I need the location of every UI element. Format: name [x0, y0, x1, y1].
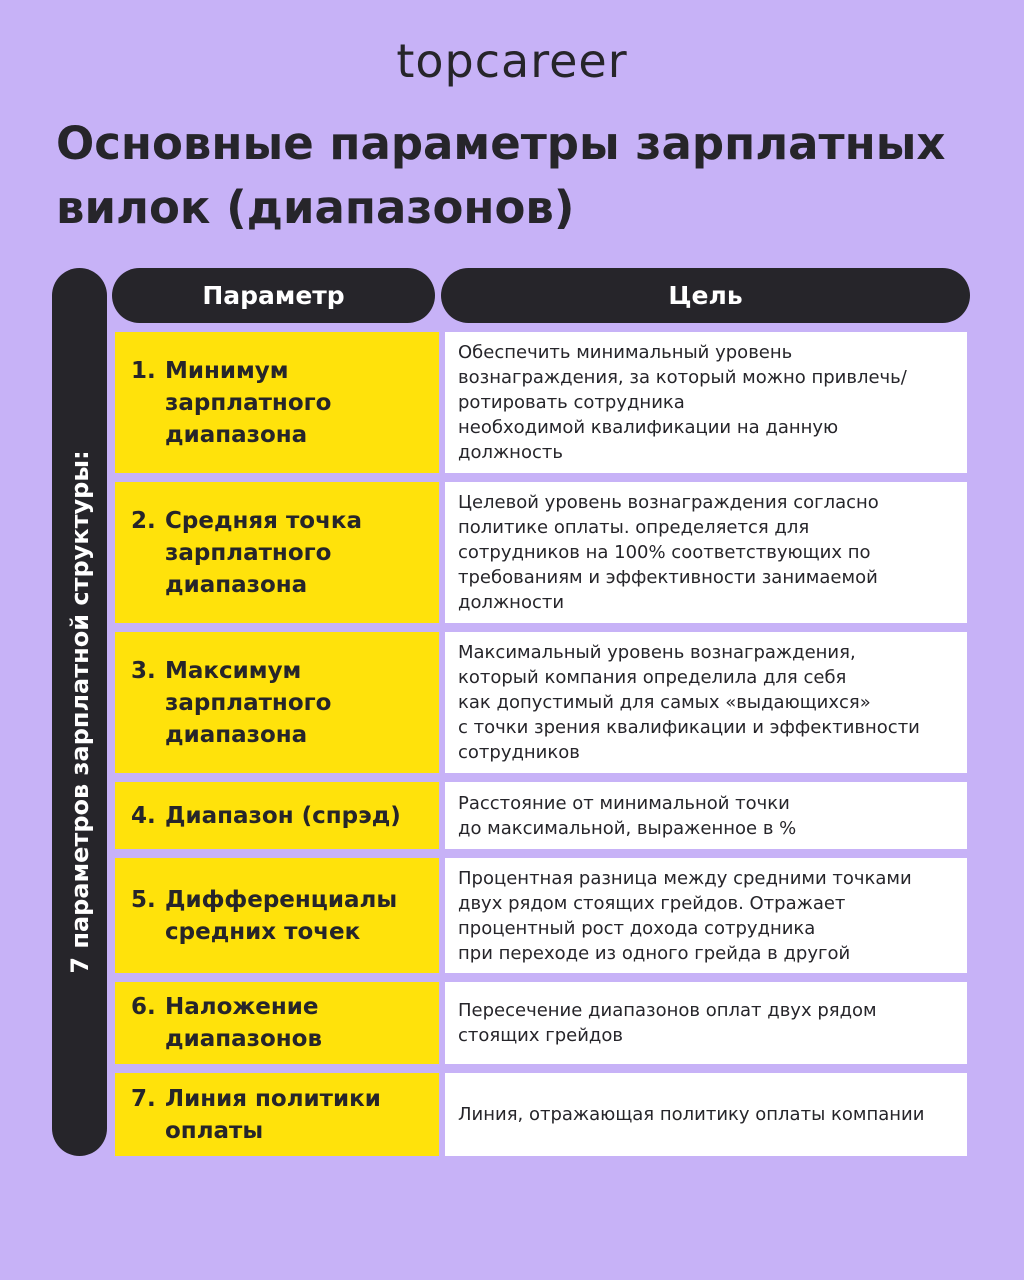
side-bar: [52, 268, 107, 1156]
param-cell: [115, 1073, 439, 1156]
goal-cell: Максимальный уровень вознаграждения, который компания определила для себя как допустимый для самых «выдающихся» с точки зрения квалификации и эффективности сотрудников: [445, 632, 967, 773]
param-cell: [115, 858, 439, 973]
brand-logo: topcareer: [396, 34, 628, 88]
goal-cell: Расстояние от минимальной точки до максимальной, выраженное в %: [445, 782, 967, 849]
param-name: Минимум зарплатного диапазона: [165, 357, 332, 448]
param-cell: [115, 482, 439, 623]
page-title: Основные параметры зарплатных вилок (диапазонов): [56, 117, 946, 234]
param-cell: [115, 782, 439, 849]
row-number: 6.: [131, 994, 156, 1020]
side-label: 7 параметров зарплатной структуры:: [65, 450, 94, 974]
goal-cell: Целевой уровень вознаграждения согласно политике оплаты. определяется для сотрудников на 100% соответствующих по требованиям и эффективности занимаемой должности: [445, 482, 967, 623]
table-row-5: [115, 858, 967, 973]
param-cell: [115, 982, 439, 1064]
row-number: 2.: [131, 507, 156, 534]
param-name: Диапазон (спрэд): [165, 802, 401, 829]
row-number: 1.: [131, 357, 156, 384]
param-cell: [115, 632, 439, 773]
table-row-3: [115, 632, 967, 773]
param-name: Средняя точка зарплатного диапазона: [165, 507, 363, 598]
goal-cell: Обеспечить минимальный уровень вознаграждения, за который можно привлечь/ ротировать сотрудника необходимой квалификации на данную должность: [445, 332, 967, 473]
table-row-7: [115, 1073, 967, 1156]
param-name: Линия политики оплаты: [165, 1085, 381, 1144]
table-row-2: [115, 482, 967, 623]
goal-cell: Линия, отражающая политику оплаты компании: [445, 1073, 967, 1156]
header-goal: Цель: [441, 268, 970, 323]
param-name: Максимум зарплатного диапазона: [165, 657, 332, 748]
row-number: 5.: [131, 886, 156, 913]
table-row-6: [115, 982, 967, 1064]
param-name: Наложение диапазонов: [165, 994, 323, 1052]
header-param: Параметр: [112, 268, 435, 323]
row-number: 3.: [131, 657, 156, 684]
table-row-4: [115, 782, 967, 849]
row-number: 4.: [131, 802, 156, 829]
param-cell: [115, 332, 439, 473]
param-name: Дифференциалы средних точек: [165, 886, 398, 945]
row-number: 7.: [131, 1085, 156, 1112]
goal-cell: Пересечение диапазонов оплат двух рядом стоящих грейдов: [445, 982, 967, 1064]
goal-cell: Процентная разница между средними точками двух рядом стоящих грейдов. Отражает процентный рост дохода сотрудника при переходе из одного грейда в другой: [445, 858, 967, 973]
table-row-1: [115, 332, 967, 473]
